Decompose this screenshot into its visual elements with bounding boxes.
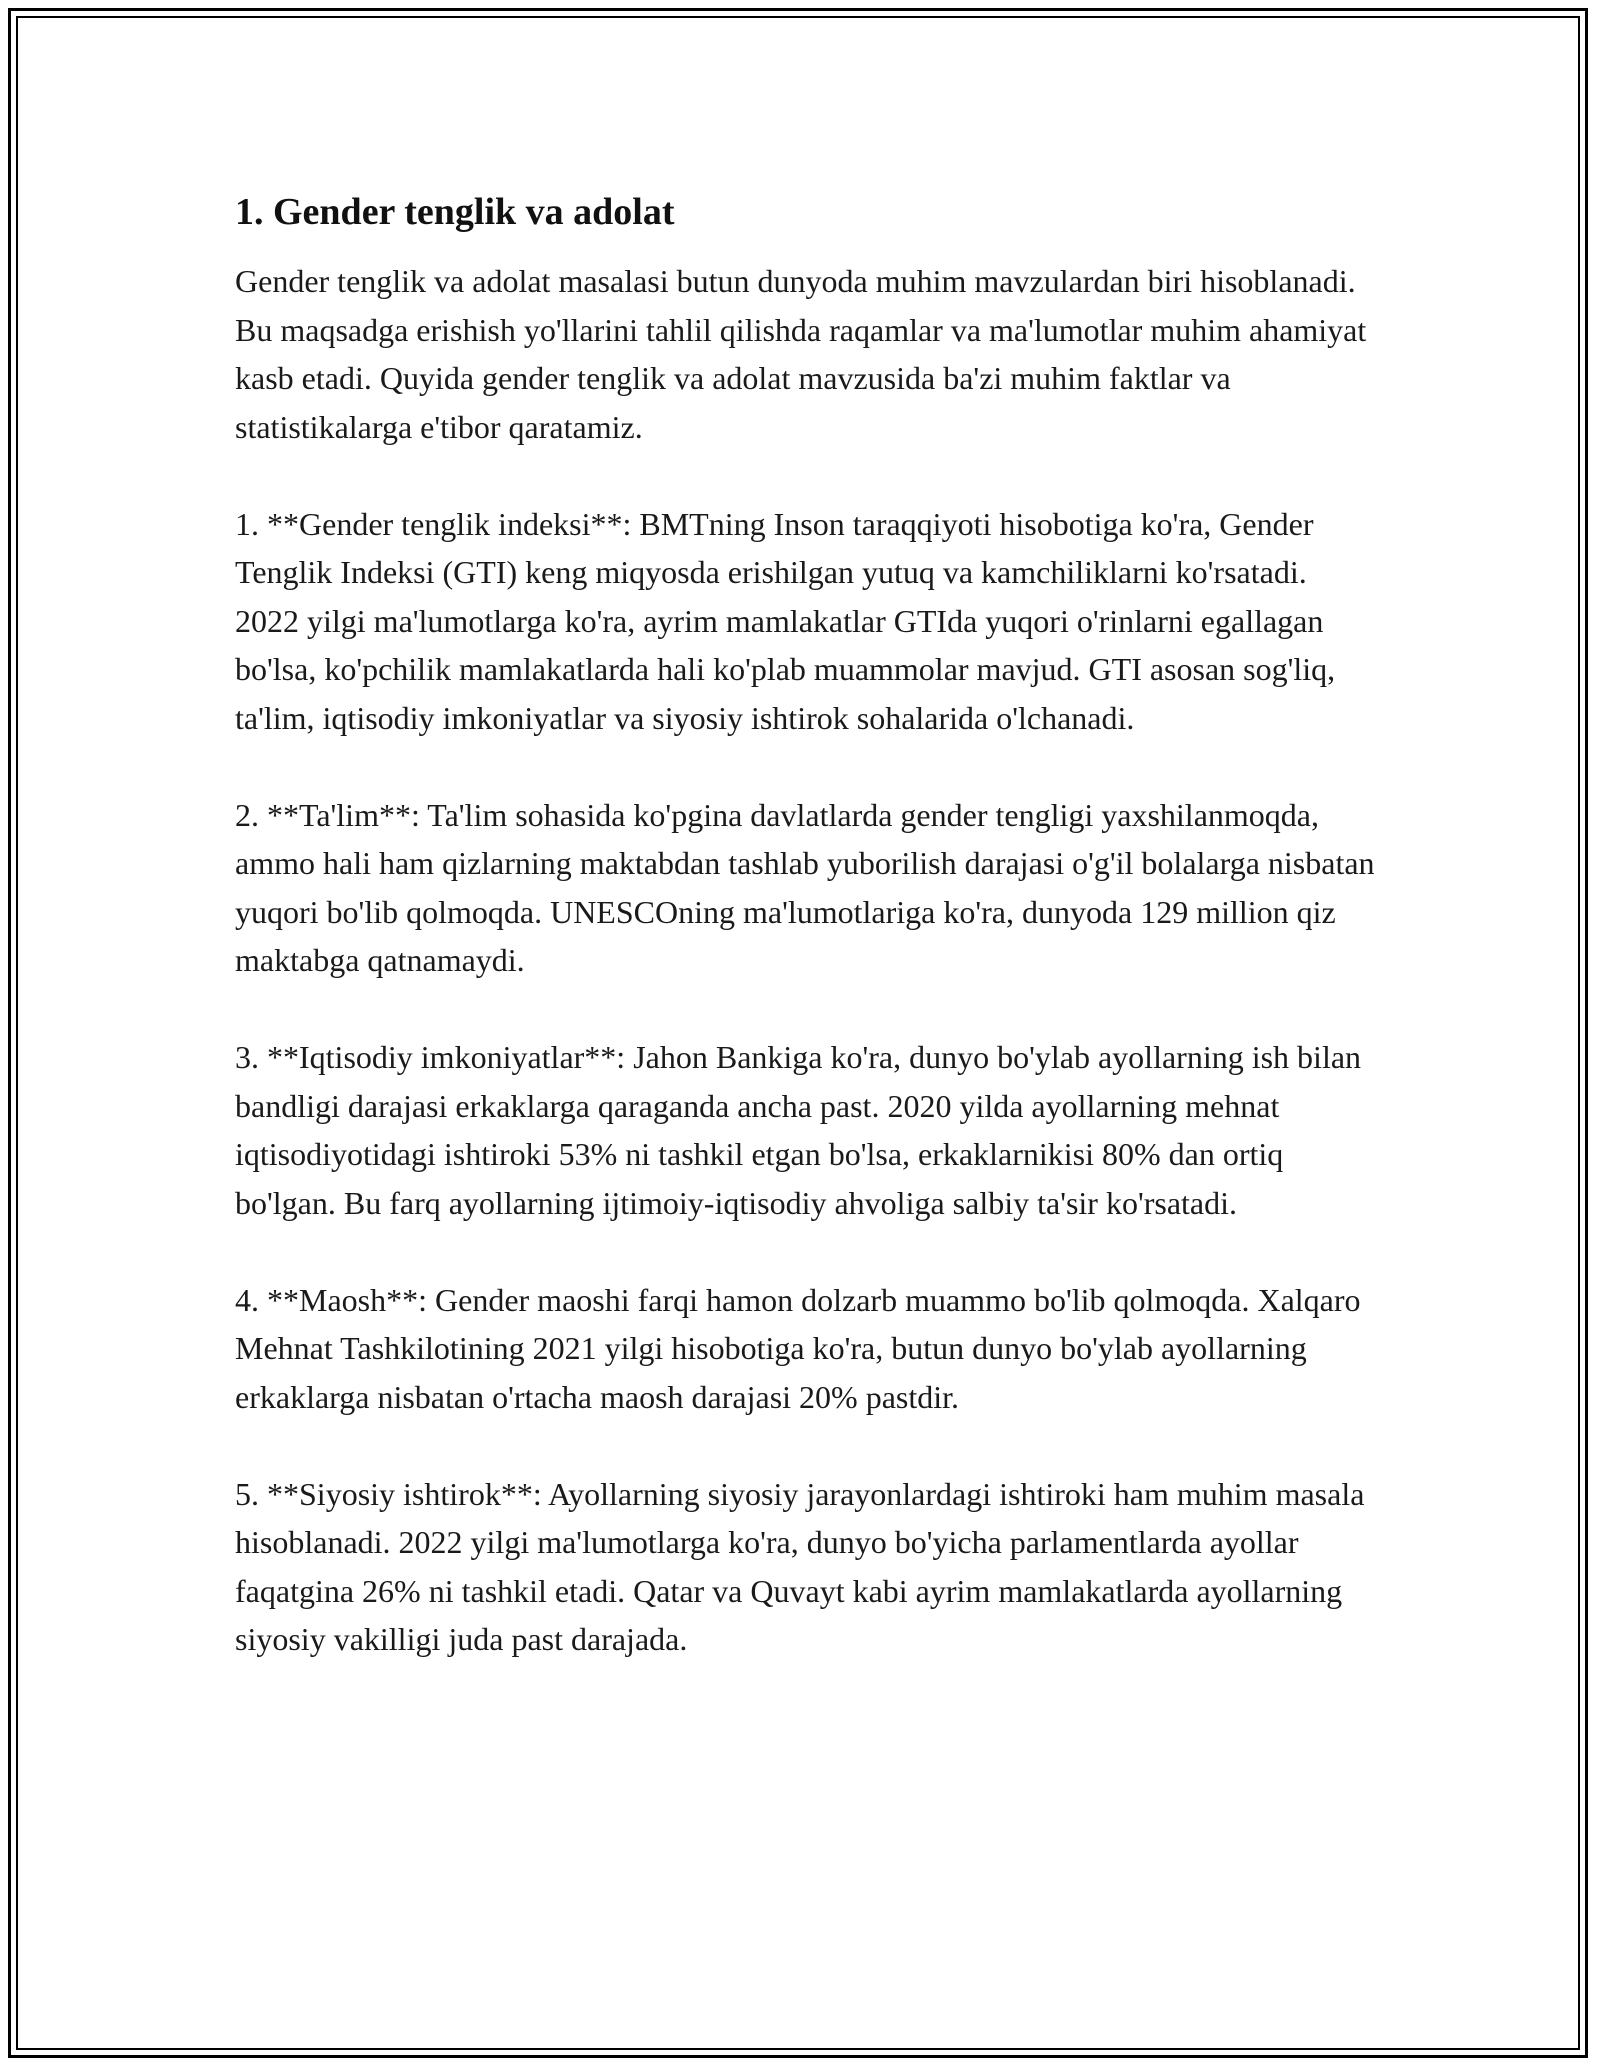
item-gender-equality-index: 1. **Gender tenglik indeksi**: BMTning Inson taraqqiyoti hisobotiga ko'ra, Gender Tenglik Indeksi (GTI) keng miqyosda erishilgan yutuq va kamchiliklarni ko'rsatadi. 2022 yilgi ma'lumotlarga ko'ra, ayrim mamlakatlar GTIda yuqori o'rinlarni egallagan bo'lsa, ko'pchilik mamlakatlarda hali ko'plab muammolar mavjud. GTI asosan sog'liq, ta'lim, iqtisodiy imkoniyatlar va siyosiy ishtirok sohalarida o'lchanadi.	[235, 505, 1336, 736]
intro-paragraph: Gender tenglik va adolat masalasi butun dunyoda muhim mavzulardan biri hisoblanadi. Bu maqsadga erishish yo'llarini tahlil qilishda raqamlar va ma'lumotlar muhim ahamiyat kasb etadi. Quyida gender tenglik va adolat mavzusida ba'zi muhim faktlar va statistikalarga e'tibor qaratamiz.	[235, 263, 1367, 445]
document-body	[235, 185, 1375, 1712]
section-heading: 1. Gender tenglik va adolat	[235, 191, 675, 233]
item-political-participation: 5. **Siyosiy ishtirok**: Ayollarning siyosiy jarayonlardagi ishtiroki ham muhim masala hisoblanadi. 2022 yilgi ma'lumotlarga ko'ra, dunyo bo'yicha parlamentlarda ayollar faqatgina 26% ni tashkil etadi. Qatar va Quvayt kabi ayrim mamlakatlarda ayollarning siyosiy vakilligi juda past darajada.	[235, 1475, 1365, 1657]
item-economic-opportunities: 3. **Iqtisodiy imkoniyatlar**: Jahon Bankiga ko'ra, dunyo bo'ylab ayollarning ish bilan bandligi darajasi erkaklarga qaraganda ancha past. 2020 yilda ayollarning mehnat iqtisodiyotidagi ishtiroki 53% ni tashkil etgan bo'lsa, erkaklarnikisi 80% dan ortiq bo'lgan. Bu farq ayollarning ijtimoiy-iqtisodiy ahvoliga salbiy ta'sir ko'rsatadi.	[235, 1039, 1362, 1221]
item-education: 2. **Ta'lim**: Ta'lim sohasida ko'pgina davlatlarda gender tengligi yaxshilanmoqda, ammo hali ham qizlarning maktabdan tashlab yuborilish darajasi o'g'il bolalarga nisbatan yuqori bo'lib qolmoqda. UNESCOning ma'lumotlariga ko'ra, dunyoda 129 million qiz maktabga qatnamaydi.	[235, 796, 1375, 978]
item-salary: 4. **Maosh**: Gender maoshi farqi hamon dolzarb muammo bo'lib qolmoqda. Xalqaro Mehnat Tashkilotining 2021 yilgi hisobotiga ko'ra, butun dunyo bo'ylab ayollarning erkaklarga nisbatan o'rtacha maosh darajasi 20% pastdir.	[235, 1281, 1361, 1415]
